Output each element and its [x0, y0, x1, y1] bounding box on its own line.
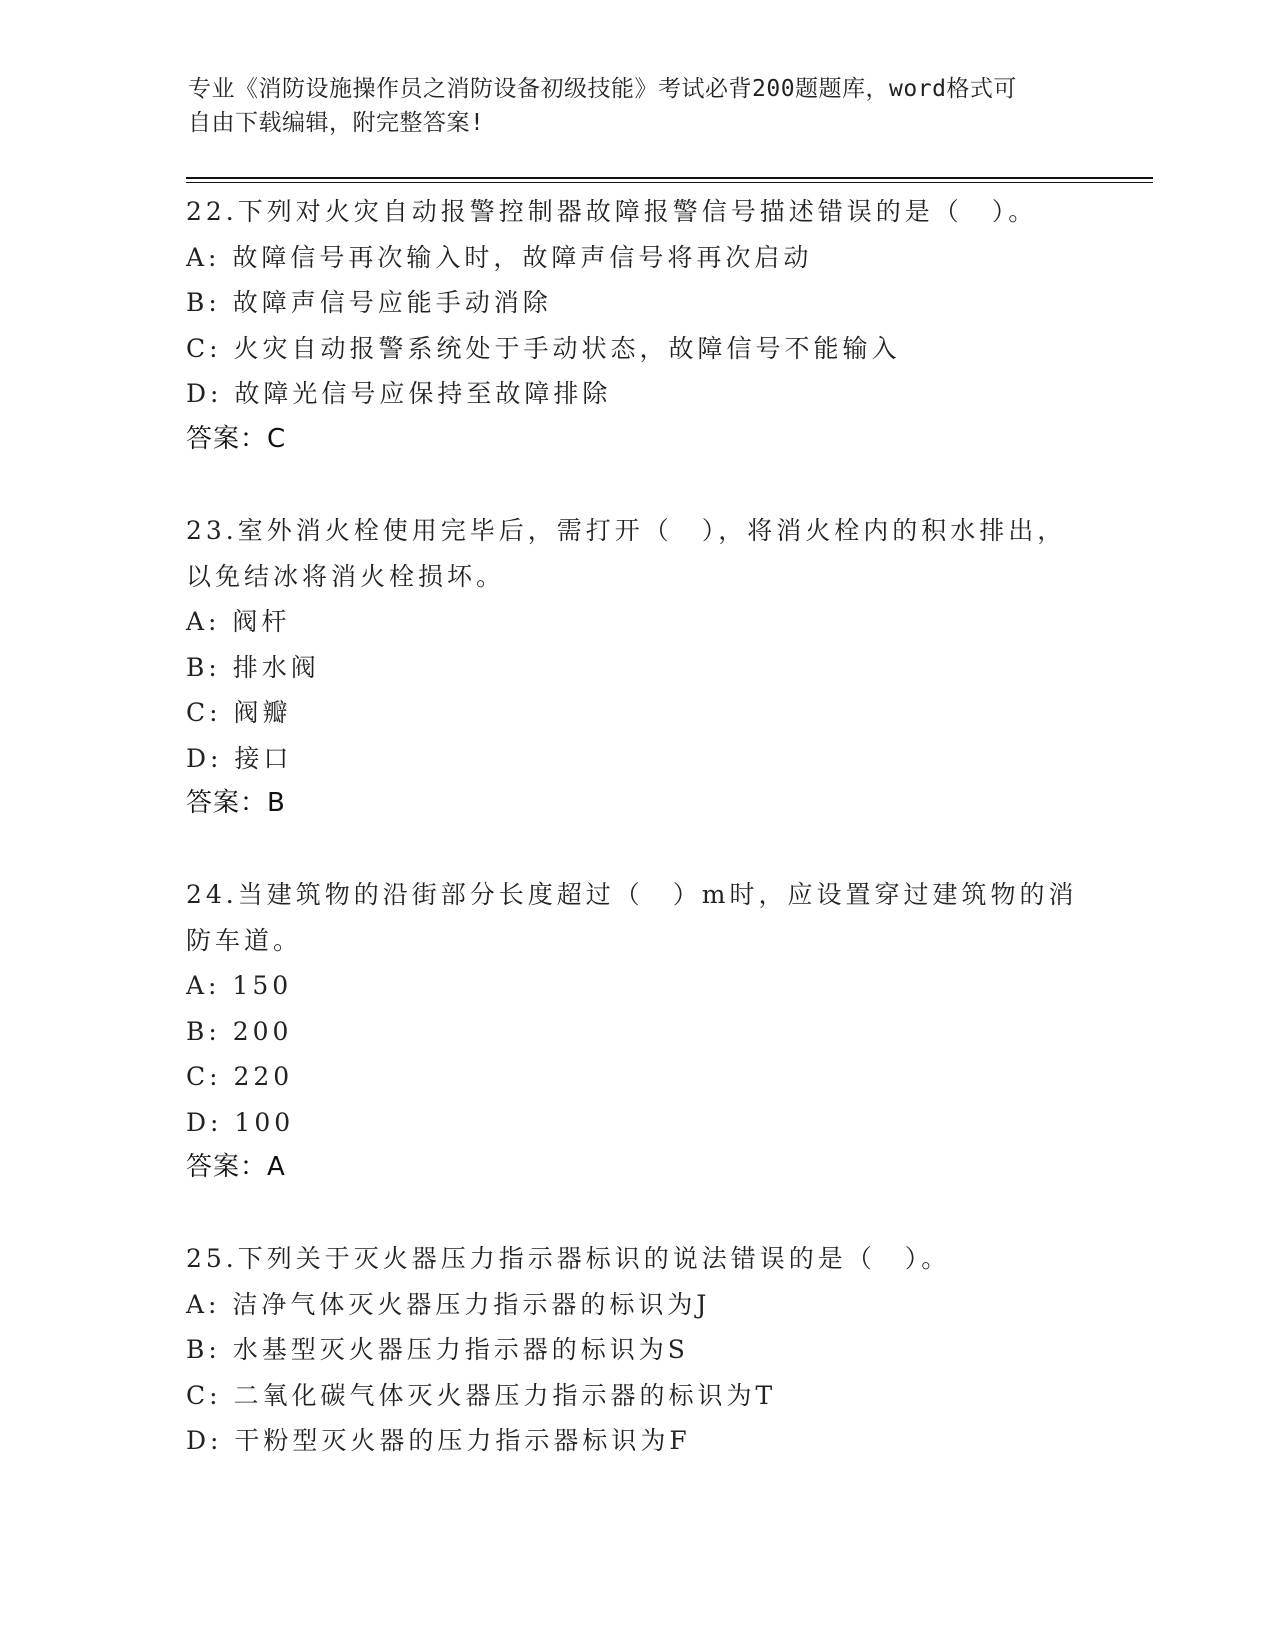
question-stem: 24.当建筑物的沿街部分长度超过（ ）m时，应设置穿过建筑物的消: [186, 880, 1078, 909]
option-c: C: 220: [186, 1062, 294, 1091]
option-d: D: 接口: [186, 743, 293, 773]
question-23: [186, 508, 1086, 827]
header-line-1: 专业《消防设施操作员之消防设备初级技能》考试必背200题题库，word格式可: [188, 76, 1017, 102]
option-b: B: 排水阀: [186, 652, 320, 682]
answer-label: 答案：C: [186, 423, 287, 454]
option-b: B: 200: [186, 1016, 293, 1046]
option-a: A: 洁净气体灭火器压力指示器的标识为J: [186, 1289, 711, 1319]
question-24: [186, 872, 1086, 1191]
question-stem: 22.下列对火灾自动报警控制器故障报警信号描述错误的是（ ）。: [186, 197, 1038, 226]
option-b: B: 水基型灭火器压力指示器的标识为S: [186, 1335, 689, 1364]
option-d: D: 故障光信号应保持至故障排除: [186, 379, 612, 408]
document-header: [188, 72, 1088, 140]
question-stem-continued: 防车道。: [186, 925, 303, 955]
header-divider-thin: [186, 182, 1153, 183]
option-b: B: 故障声信号应能手动消除: [186, 288, 552, 317]
question-22: [186, 189, 1086, 462]
option-a: A: 150: [186, 971, 293, 1000]
option-d: D: 干粉型灭火器的压力指示器标识为F: [186, 1426, 691, 1455]
option-c: C: 阀瓣: [186, 698, 292, 727]
option-d: D: 100: [186, 1107, 295, 1137]
question-stem: 23.室外消火栓使用完毕后，需打开（ ），将消火栓内的积水排出，: [186, 516, 1067, 545]
option-a: A: 阀杆: [186, 607, 291, 636]
question-stem-continued: 以免结冰将消火栓损坏。: [186, 561, 506, 591]
option-c: C: 火灾自动报警系统处于手动状态，故障信号不能输入: [186, 333, 901, 363]
option-c: C: 二氧化碳气体灭火器压力指示器的标识为T: [186, 1380, 777, 1410]
question-stem: 25.下列关于灭火器压力指示器标识的说法错误的是（ ）。: [186, 1244, 951, 1273]
header-divider-thick: [186, 177, 1153, 179]
option-a: A: 故障信号再次输入时，故障声信号将再次启动: [186, 242, 813, 272]
answer-label: 答案：A: [186, 1152, 286, 1182]
answer-label: 答案：B: [186, 788, 286, 818]
header-line-2: 自由下载编辑，附完整答案!: [188, 110, 485, 136]
question-25: [186, 1236, 1086, 1464]
